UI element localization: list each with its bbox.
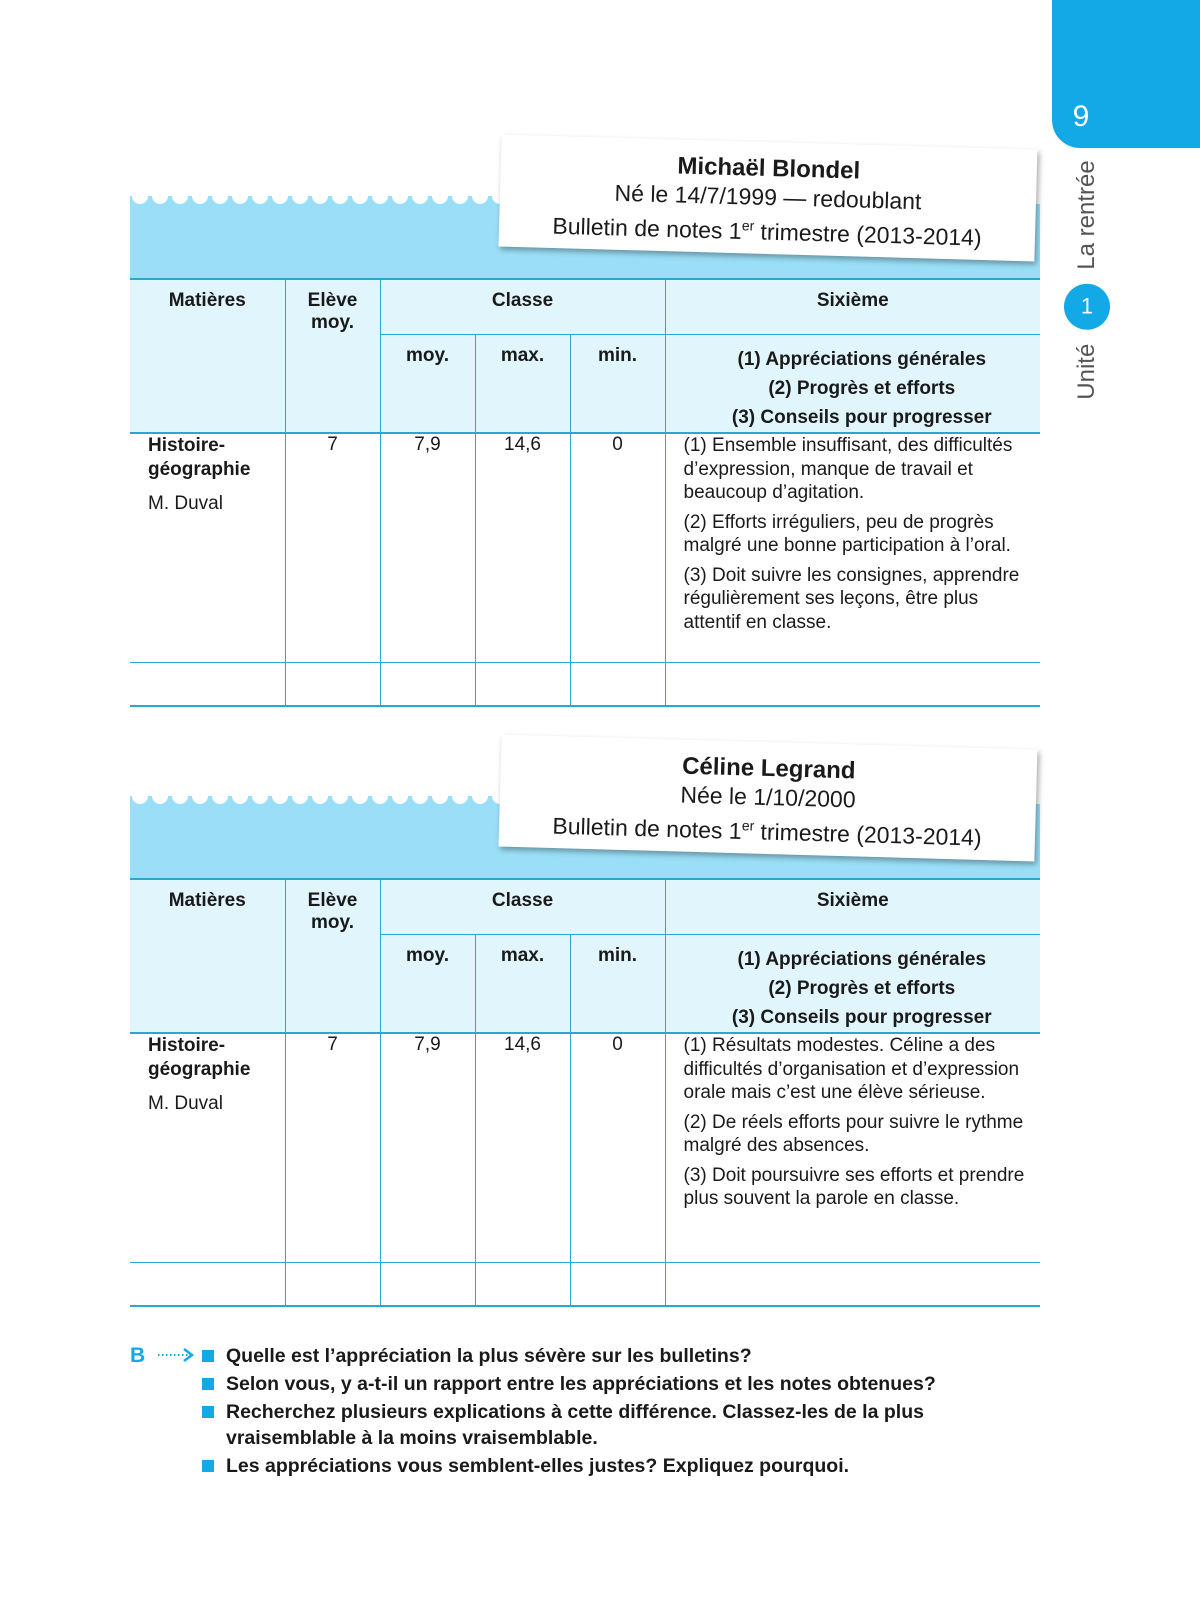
birth-info: Né le 14/7/1999 — redoublant bbox=[614, 179, 922, 215]
header-matieres: Matières bbox=[130, 279, 285, 433]
classe-max: 14,6 bbox=[475, 1033, 570, 1263]
question-item bbox=[202, 1371, 1042, 1397]
unit-label: Unité bbox=[1073, 343, 1100, 400]
bulletin-sup: er bbox=[741, 817, 755, 834]
question-text: Les appréciations vous semblent-elles justes? Expliquez pourquoi. bbox=[226, 1455, 850, 1477]
empty-row bbox=[130, 1263, 1040, 1307]
appreciation-legend bbox=[665, 335, 1040, 434]
question-text: Quelle est l’appréciation la plus sévère sur les bulletins? bbox=[226, 1345, 752, 1367]
student-name-card bbox=[499, 735, 1038, 862]
legend-item: (2) Progrès et efforts bbox=[768, 978, 956, 999]
legend-item: (1) Appréciations générales bbox=[737, 949, 987, 970]
header-min: min. bbox=[570, 935, 665, 1034]
header-max: max. bbox=[475, 335, 570, 434]
question-item bbox=[202, 1399, 1042, 1451]
unit-number-badge bbox=[1064, 284, 1110, 330]
dotted-arrow-icon bbox=[156, 1347, 196, 1363]
section-letter: B bbox=[130, 1344, 146, 1367]
classe-max: 14,6 bbox=[475, 433, 570, 663]
question-list bbox=[202, 1343, 1042, 1481]
empty-row bbox=[130, 663, 1040, 707]
eleve-moy: 7 bbox=[285, 1033, 380, 1263]
header-sixieme: Sixième bbox=[665, 279, 1040, 335]
bulletin-prefix: Bulletin de notes 1 bbox=[552, 212, 743, 244]
header-moy: moy. bbox=[380, 935, 475, 1034]
student-name: Céline Legrand bbox=[681, 752, 856, 785]
scalloped-edge bbox=[130, 796, 500, 812]
comments-cell bbox=[665, 1033, 1040, 1263]
header-eleve-moy: Elève moy. bbox=[285, 279, 380, 433]
teacher-name: M. Duval bbox=[148, 1093, 223, 1114]
legend-item: (1) Appréciations générales bbox=[737, 349, 987, 370]
comment: (2) Efforts irréguliers, peu de progrès malgré une bonne participation à l’oral. bbox=[683, 511, 1011, 556]
student-name: Michaël Blondel bbox=[677, 152, 861, 185]
header-eleve-moy: Elève moy. bbox=[285, 879, 380, 1033]
comment: (1) Ensemble insuffisant, des difficultés d’expression, manque de travail et beaucoup d’agitation. bbox=[683, 435, 1013, 503]
bulletin-sup: er bbox=[741, 217, 755, 234]
teacher-name: M. Duval bbox=[148, 493, 223, 514]
bullet-square-icon bbox=[202, 1378, 214, 1390]
bullet-square-icon bbox=[202, 1406, 214, 1418]
header-min: min. bbox=[570, 335, 665, 434]
header-moy: moy. bbox=[380, 335, 475, 434]
student-name-card bbox=[499, 135, 1038, 262]
grades-table bbox=[130, 278, 1040, 707]
appreciation-legend bbox=[665, 935, 1040, 1034]
header-classe: Classe bbox=[380, 279, 665, 335]
header-matieres: Matières bbox=[130, 879, 285, 1033]
question-item bbox=[202, 1343, 1042, 1369]
bullet-square-icon bbox=[202, 1350, 214, 1362]
scalloped-edge bbox=[130, 196, 500, 212]
grades-table bbox=[130, 878, 1040, 1307]
classe-min: 0 bbox=[570, 1033, 665, 1263]
comments-cell bbox=[665, 433, 1040, 663]
question-text: Selon vous, y a-t-il un rapport entre les appréciations et les notes obtenues? bbox=[226, 1373, 936, 1395]
question-item bbox=[202, 1453, 1042, 1479]
subject-cell bbox=[130, 1033, 285, 1263]
unit-number: 1 bbox=[1080, 293, 1094, 319]
comment: (2) De réels efforts pour suivre le rythme malgré des absences. bbox=[683, 1111, 1024, 1156]
legend-item: (3) Conseils pour progresser bbox=[731, 1007, 992, 1028]
header-classe: Classe bbox=[380, 879, 665, 935]
question-text: Recherchez plusieurs explications à cette différence. Classez-les de la plus vraisemblable à la moins vraisemblable. bbox=[226, 1401, 924, 1449]
header-sixieme: Sixième bbox=[665, 879, 1040, 935]
comment: (3) Doit suivre les consignes, apprendre régulièrement ses leçons, être plus attentif en classe. bbox=[683, 564, 1020, 633]
comment: (3) Doit poursuivre ses efforts et prendre plus souvent la parole en classe. bbox=[683, 1164, 1025, 1209]
comment: (1) Résultats modestes. Céline a des difficultés d’organisation et d’expression orale mais c’est une élève sérieuse. bbox=[683, 1035, 1020, 1103]
bulletin-suffix: trimestre (2013-2014) bbox=[753, 818, 982, 851]
classe-moy: 7,9 bbox=[380, 433, 475, 663]
birth-info: Née le 1/10/2000 bbox=[680, 781, 856, 813]
eleve-moy: 7 bbox=[285, 433, 380, 663]
subject-name: Histoire-géographie bbox=[148, 1035, 251, 1080]
subject-name: Histoire-géographie bbox=[148, 435, 251, 480]
unit-title: La rentrée bbox=[1073, 160, 1100, 270]
legend-item: (2) Progrès et efforts bbox=[768, 378, 956, 399]
subject-cell bbox=[130, 433, 285, 663]
bulletin-prefix: Bulletin de notes 1 bbox=[552, 812, 743, 844]
page-number: 9 bbox=[1072, 100, 1090, 133]
classe-moy: 7,9 bbox=[380, 1033, 475, 1263]
bulletin-suffix: trimestre (2013-2014) bbox=[753, 218, 982, 251]
classe-min: 0 bbox=[570, 433, 665, 663]
legend-item: (3) Conseils pour progresser bbox=[731, 407, 992, 428]
bullet-square-icon bbox=[202, 1460, 214, 1472]
header-max: max. bbox=[475, 935, 570, 1034]
